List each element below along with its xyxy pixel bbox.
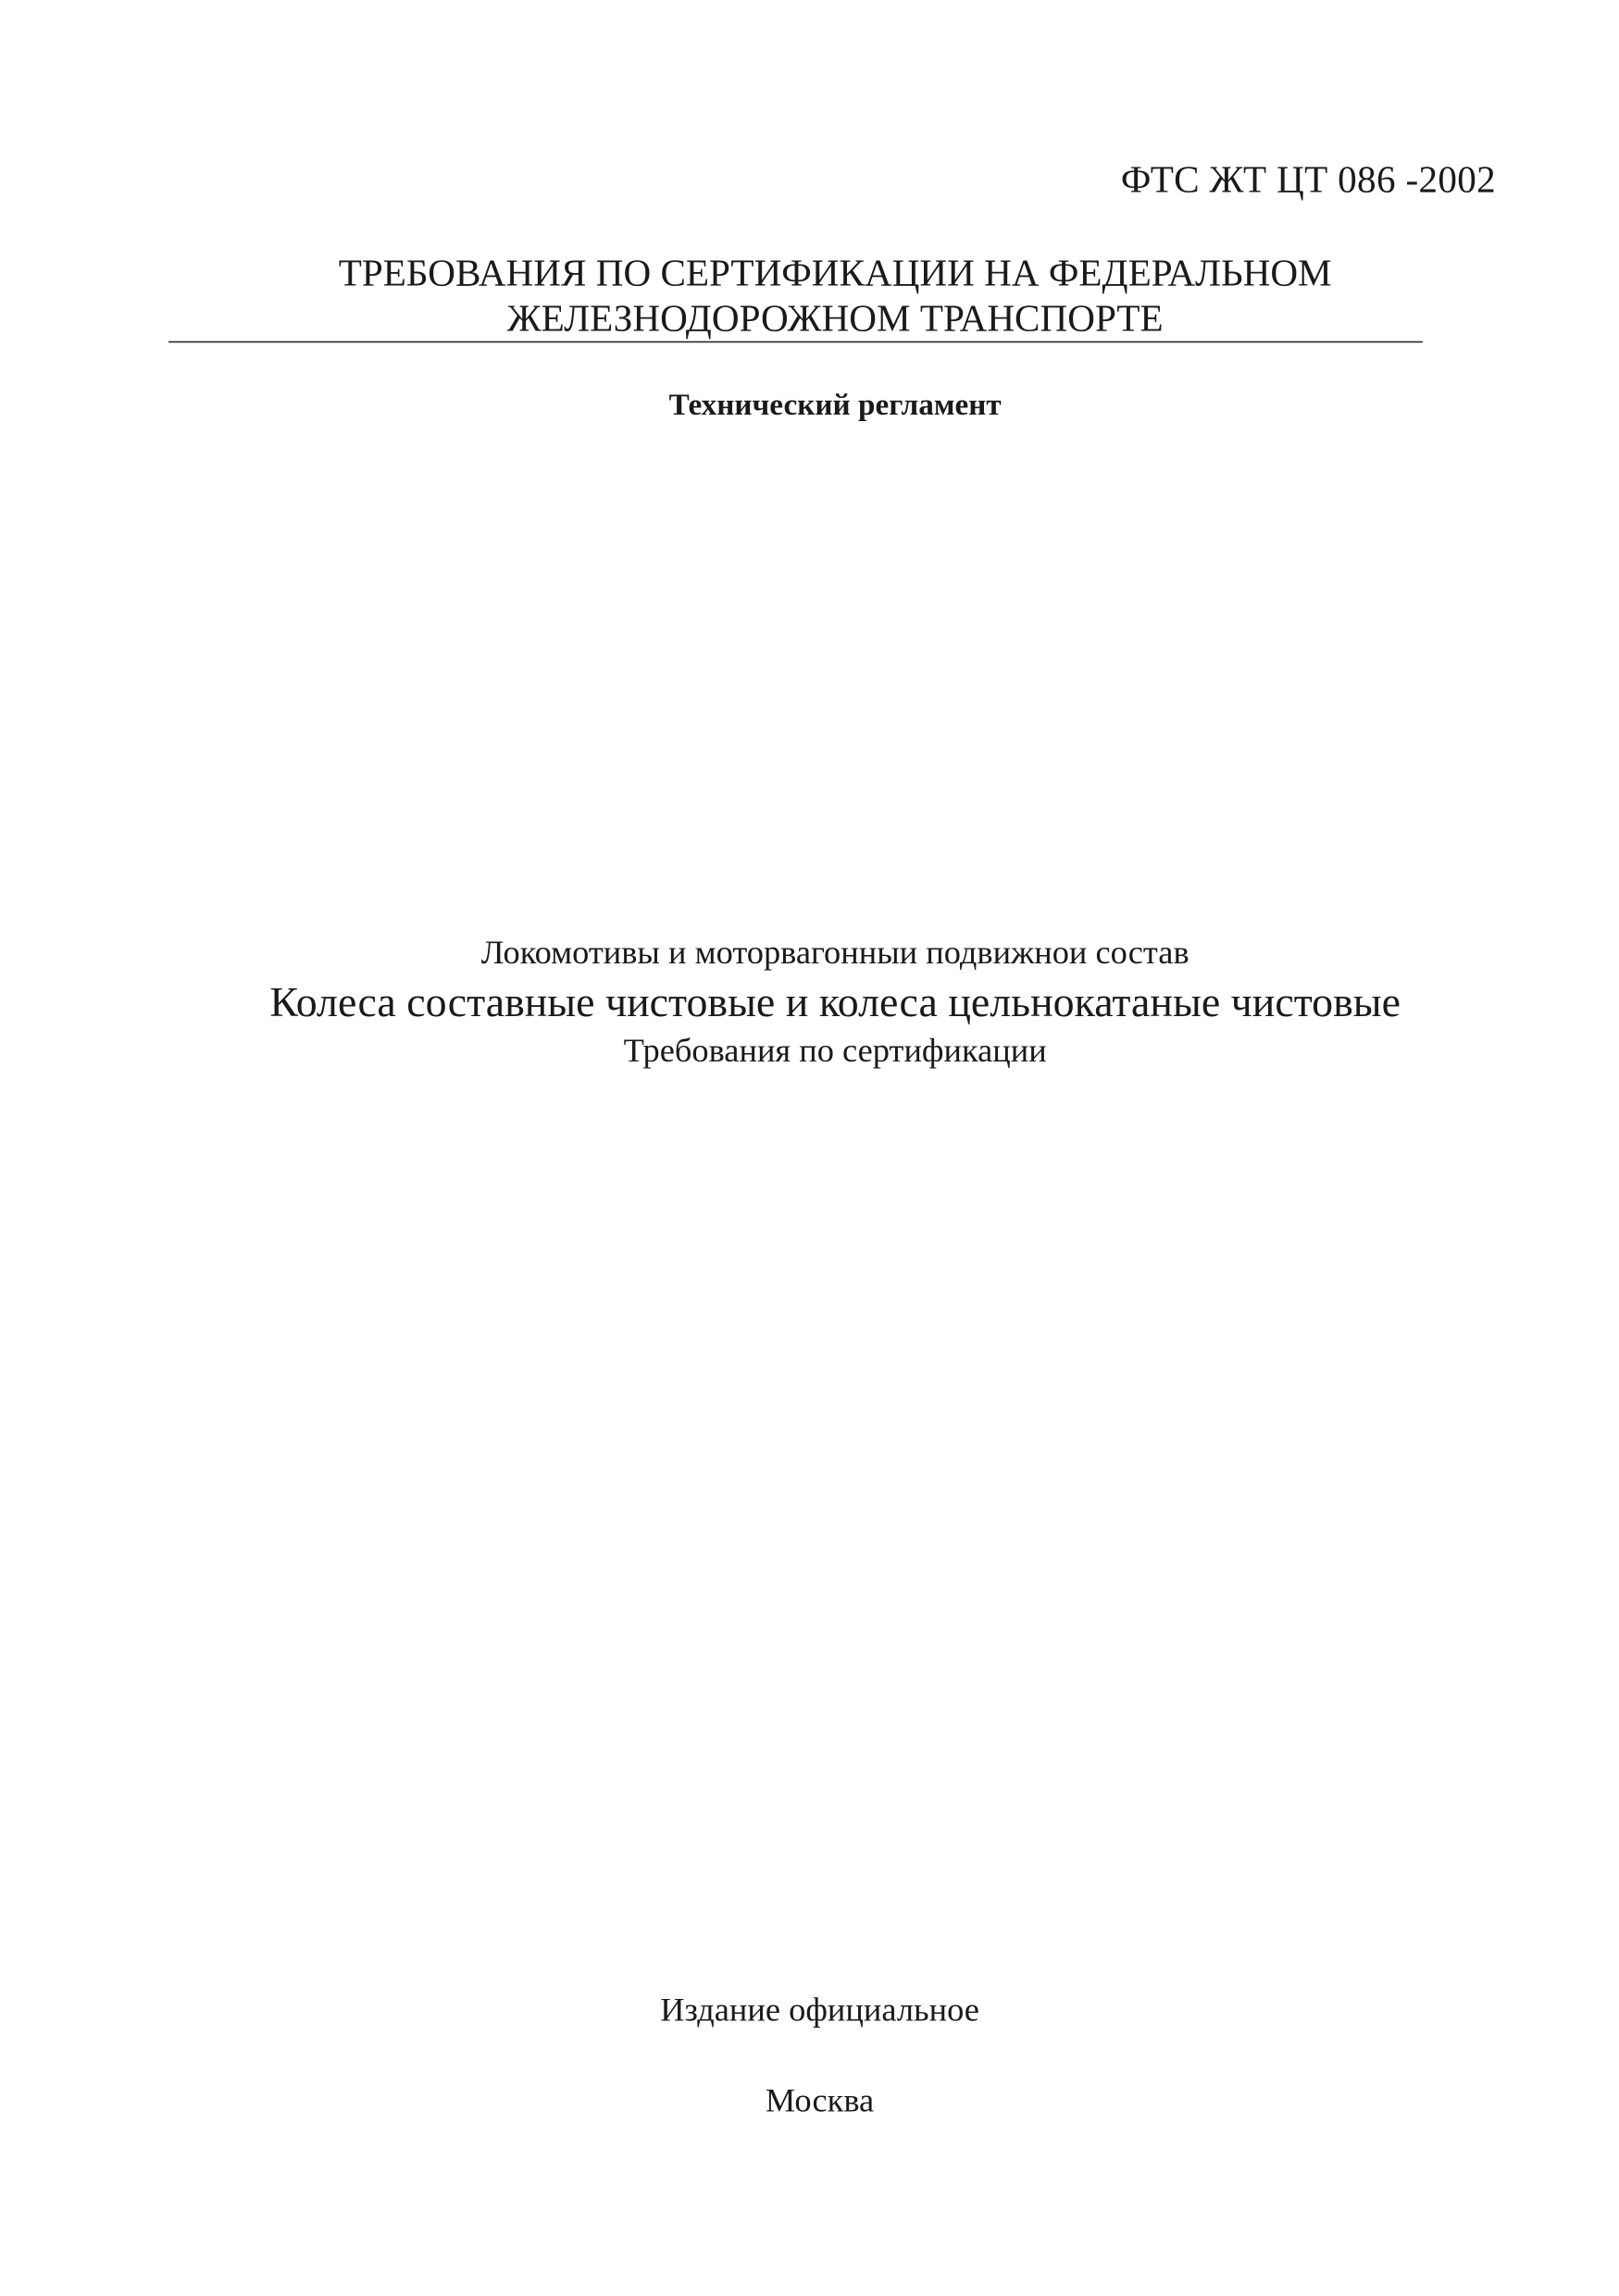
title-divider <box>168 341 1423 343</box>
main-title-line-2: ЖЕЛЕЗНОДОРОЖНОМ ТРАНСПОРТЕ <box>506 297 1164 341</box>
document-code: ФТС ЖТ ЦТ 086 -2002 <box>1120 157 1497 201</box>
city-label: Москва <box>765 2082 875 2119</box>
subject-line-2: Колеса составные чистовые и колеса цельнокатаные чистовые <box>269 979 1401 1027</box>
main-title-line-1: ТРЕБОВАНИЯ ПО СЕРТИФИКАЦИИ НА ФЕДЕРАЛЬНОМ <box>338 252 1332 295</box>
subject-line-1: Локомотивы и моторвагонныи подвижнои состав <box>480 934 1189 972</box>
edition-label: Издание официальное <box>660 1991 979 2029</box>
regulation-type: Технический регламент <box>668 386 1002 422</box>
subject-line-3: Требования по сертификации <box>623 1032 1047 1070</box>
